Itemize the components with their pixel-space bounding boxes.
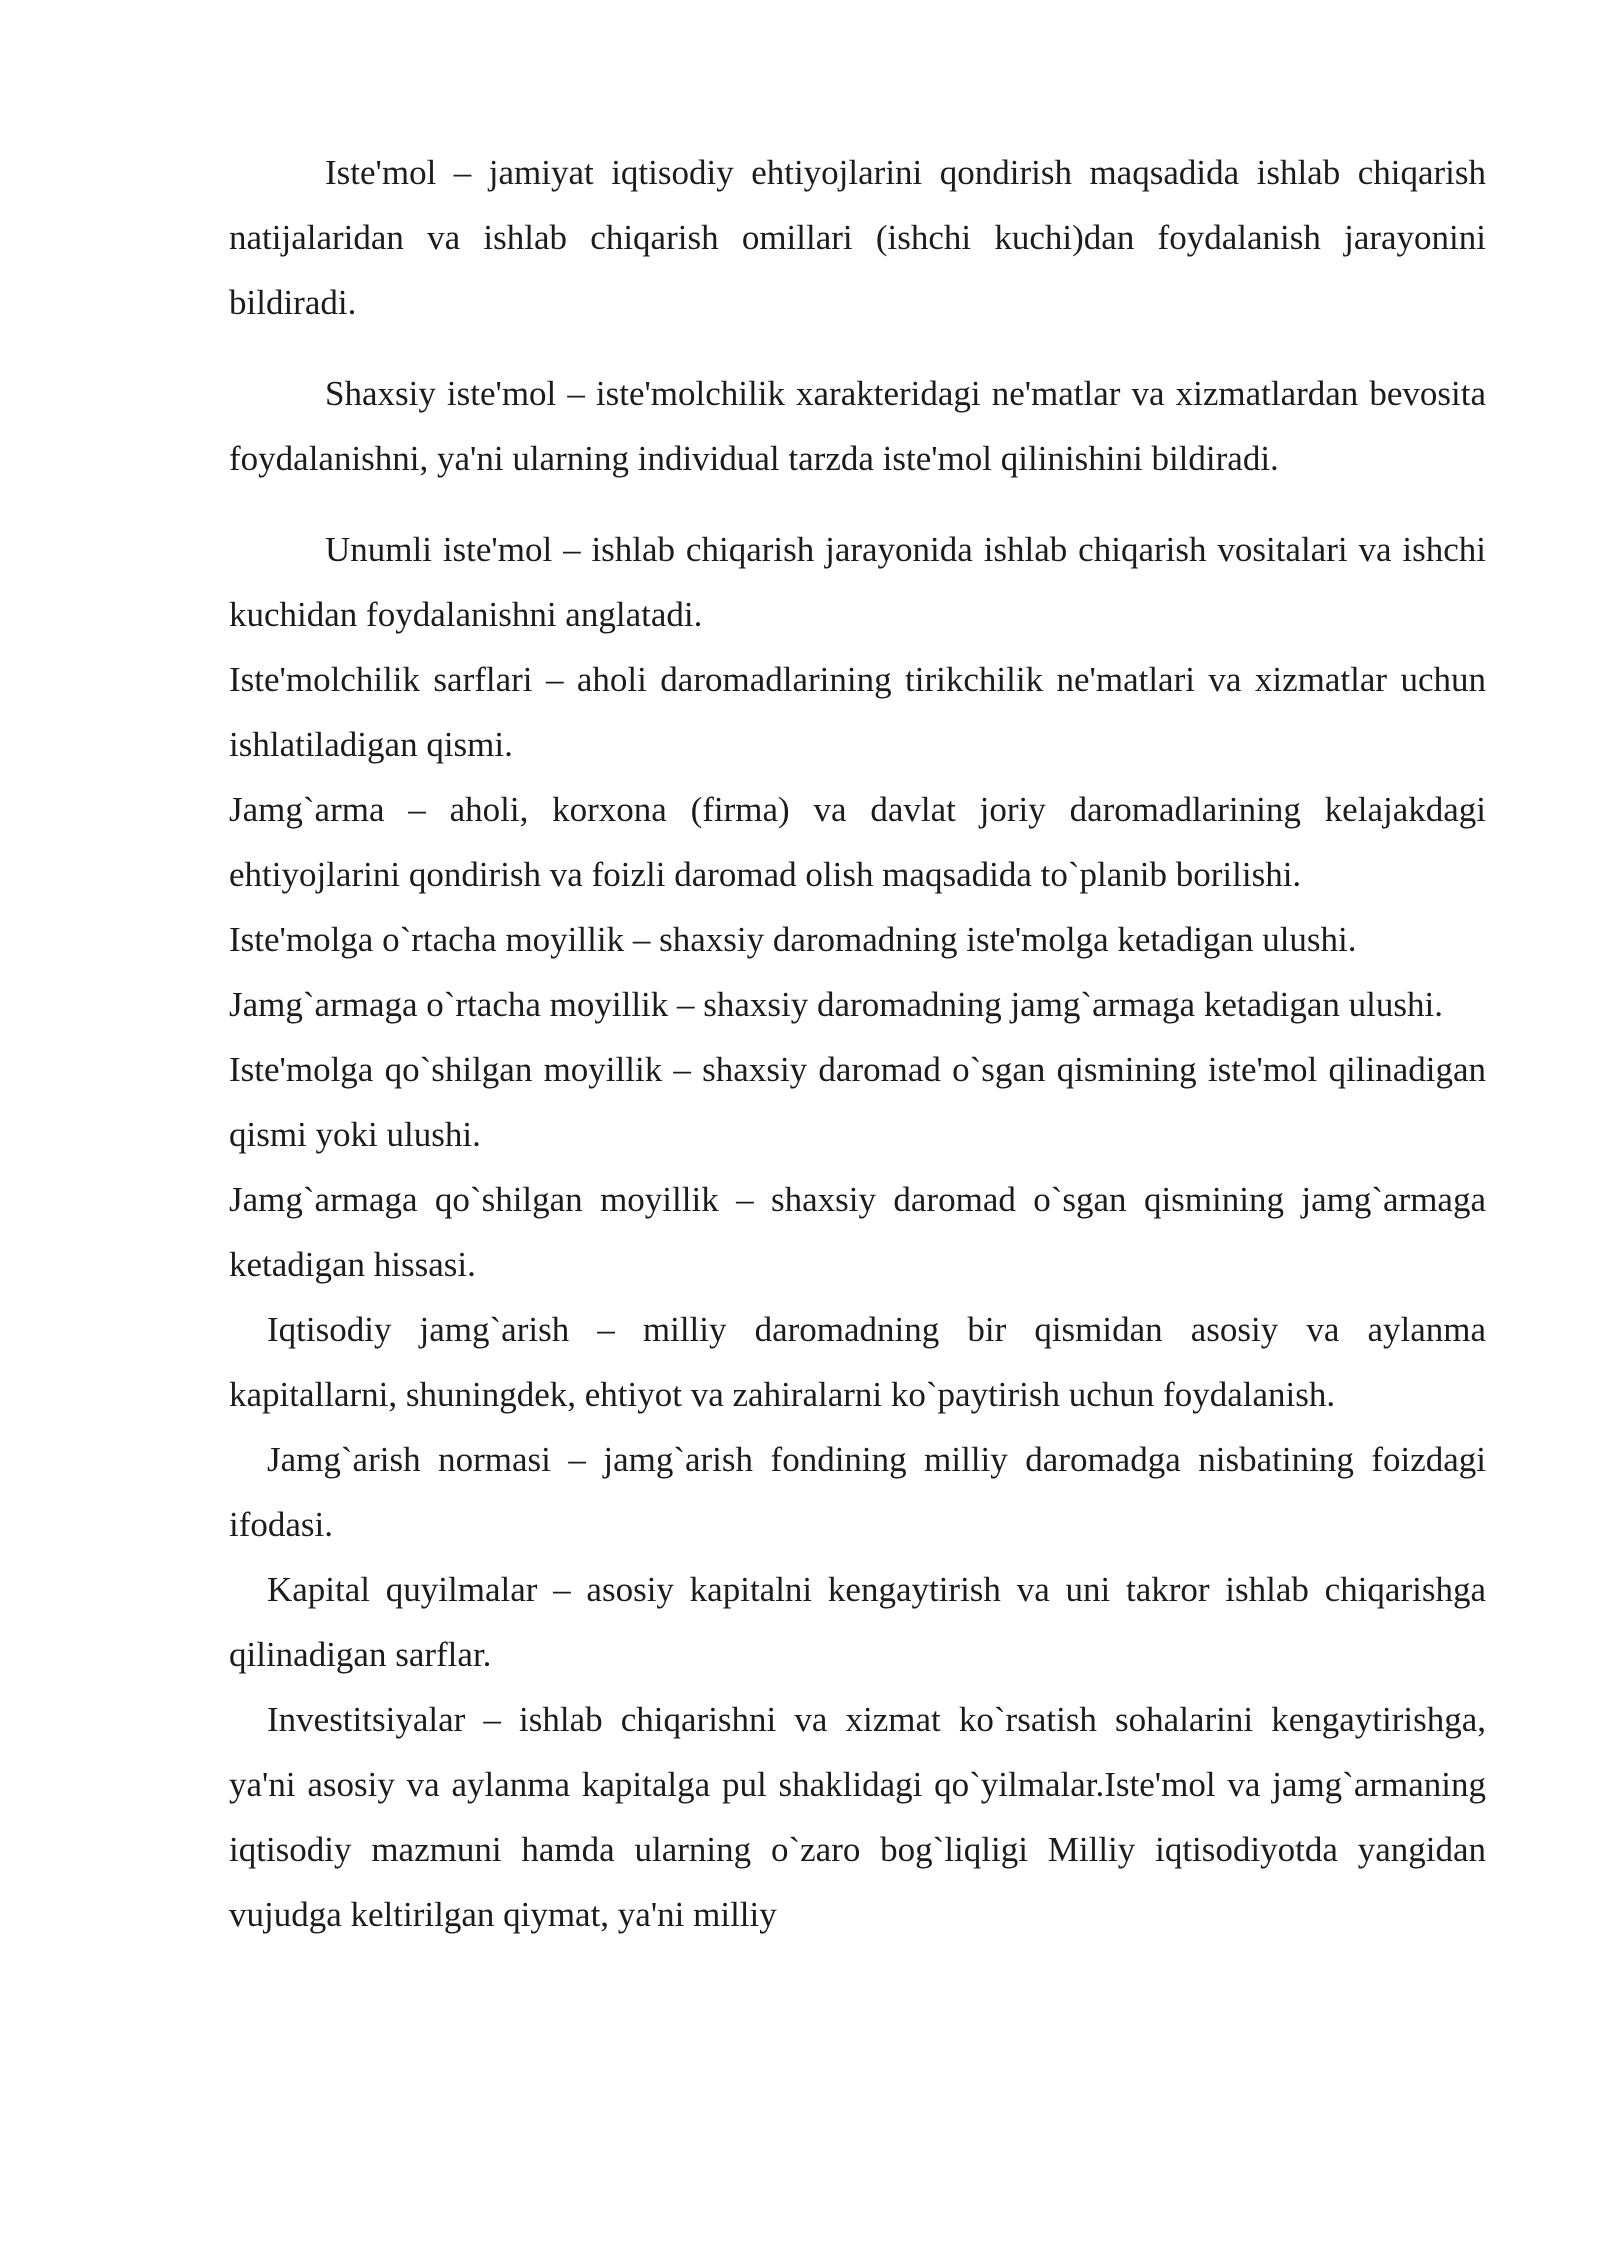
paragraph-istemolchilik-sarflari: Iste'molchilik sarflari – aholi daromadlarining tirikchilik ne'matlari va xizmatlar uchun ishlatiladigan qismi. (229, 660, 1486, 764)
paragraph-jamgarmaga-ortacha-moyillik: Jamg`armaga o`rtacha moyillik – shaxsiy daromadning jamg`armaga ketadigan ulushi. (229, 985, 1443, 1024)
paragraph-iqtisodiy-jamgarish: Iqtisodiy jamg`arish – milliy daromadning bir qismidan asosiy va aylanma kapitallarni, shuningdek, ehtiyot va zahiralarni ko`paytirish uchun foydalanish. (229, 1310, 1486, 1414)
paragraph-unumli-istemol: Unumli iste'mol – ishlab chiqarish jarayonida ishlab chiqarish vositalari va ishchi kuchidan foydalanishni anglatadi. (229, 530, 1486, 634)
paragraph-shaxsiy-istemol: Shaxsiy iste'mol – iste'molchilik xarakteridagi ne'matlar va xizmatlardan bevosita foydalanishni, ya'ni ularning individual tarzda iste'mol qilinishini bildiradi. (229, 374, 1486, 478)
paragraph-istemolga-qoshilgan-moyillik: Iste'molga qo`shilgan moyillik – shaxsiy daromad o`sgan qismining iste'mol qilinadigan qismi yoki ulushi. (229, 1050, 1486, 1154)
paragraph-kapital-quyilmalar: Kapital quyilmalar – asosiy kapitalni kengaytirish va uni takror ishlab chiqarishga qilinadigan sarflar. (229, 1570, 1486, 1674)
paragraph-istemol: Iste'mol – jamiyat iqtisodiy ehtiyojlarini qondirish maqsadida ishlab chiqarish natijalaridan va ishlab chiqarish omillari (ishchi kuchi)dan foydalanish jarayonini bildiradi. (229, 153, 1486, 322)
paragraph-investitsiyalar: Investitsiyalar – ishlab chiqarishni va xizmat ko`rsatish sohalarini kengaytirishga, ya'ni asosiy va aylanma kapitalga pul shaklidagi qo`yilmalar.Iste'mol va jamg`armaning iqtisodiy mazmuni hamda ularning o`zaro bog`liqligi Milliy iqtisodiyotda yangidan vujudga keltirilgan qiymat, ya'ni milliy (229, 1700, 1486, 1934)
paragraph-istemolga-ortacha-moyillik: Iste'molga o`rtacha moyillik – shaxsiy daromadning iste'molga ketadigan ulushi. (229, 920, 1357, 959)
document-page (229, 140, 1486, 1947)
paragraph-jamgarish-normasi: Jamg`arish normasi – jamg`arish fondining milliy daromadga nisbatining foizdagi ifodasi. (229, 1440, 1486, 1544)
paragraph-jamgarmaga-qoshilgan-moyillik: Jamg`armaga qo`shilgan moyillik – shaxsiy daromad o`sgan qismining jamg`armaga ketadigan hissasi. (229, 1180, 1486, 1284)
paragraph-jamgarma: Jamg`arma – aholi, korxona (firma) va davlat joriy daromadlarining kelajakdagi ehtiyojlarini qondirish va foizli daromad olish maqsadida to`planib borilishi. (229, 790, 1486, 894)
